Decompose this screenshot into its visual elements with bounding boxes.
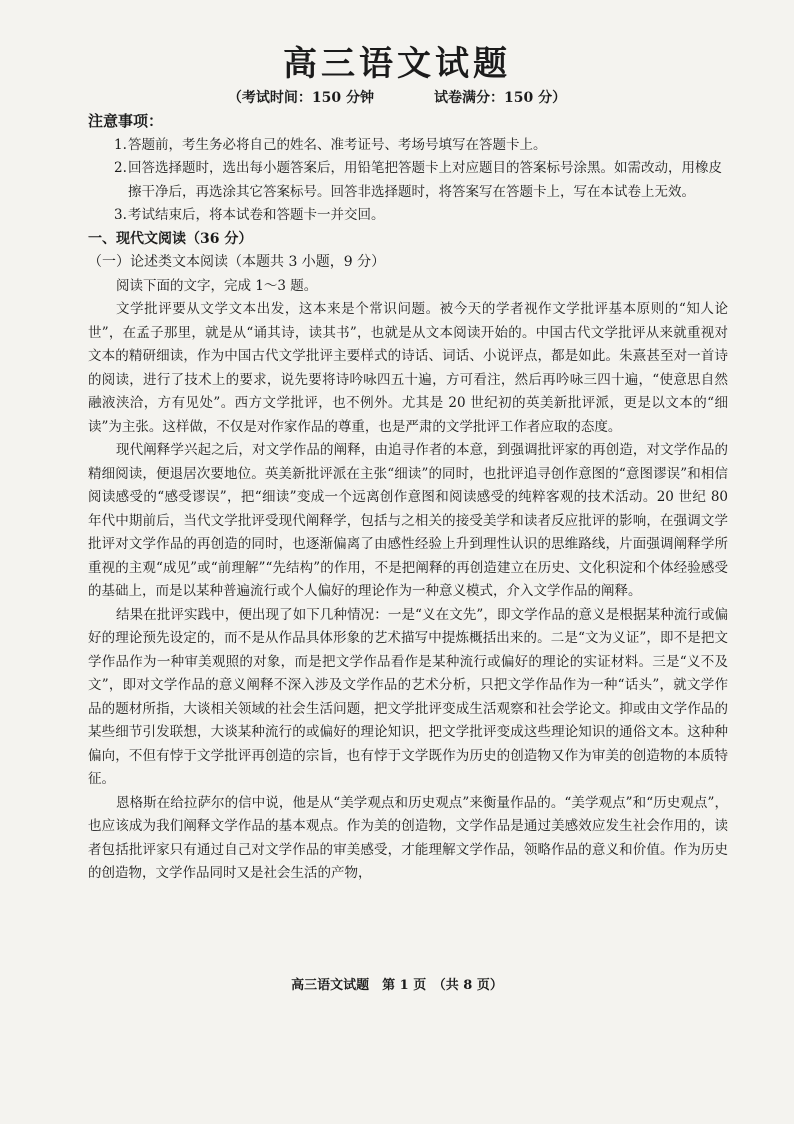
notice-item-number: 2. <box>114 160 127 176</box>
subsection-heading: （一）论述类文本阅读（本题共 3 小题，9 分） <box>88 254 386 270</box>
passage-paragraph: 现代阐释学兴起之后，对文学作品的阐释，由追寻作者的本意，到强调批评家的再创造，对文学作品的精细阅读，便退居次要地位。英美新批评派在主张“细读”的同时，也批评追寻创作意图的“意图谬误”和相信阅读感受的“感受谬误”，把“细读”变成一个远离创作意图和阅读感受的纯粹客观的技术活动。20 世纪 80 年代中期前后，当代文学批评受现代阐释学，包括与之相关的接受美学和读者反应批评的影响，在强调文学批评对文学作品的再创造的同时，也逐渐偏离了由感性经验上升到理性认识的思维路线，片面强调阐释学所重视的主观“成见”或“前理解”“先结构”的作用，不是把阐释的再创造建立在历史、文化积淀和个体经验感受的基础上，而是以某种普遍流行或个人偏好的理论作为一种意义模式，介入文学作品的阐释。 <box>88 442 728 599</box>
notice-item <box>88 134 728 158</box>
full-score: 试卷满分：150 分） <box>434 90 567 106</box>
notice-item-number: 3. <box>114 207 127 223</box>
passage-paragraph: 文学批评要从文学文本出发，这本来是个常识问题。被今天的学者视作文学批评基本原则的“知人论世”，在孟子那里，就是从“诵其诗，读其书”，也就是从文本阅读开始的。中国古代文学批评从来就重视对文本的精研细读，作为中国古代文学批评主要样式的诗话、词话、小说评点，都是如此。朱熹甚至对一首诗的阅读，进行了技术上的要求，说先要将诗吟咏四五十遍，方可看注，然后再吟咏三四十遍，“使意思自然融液浃洽，方有见处”。西方文学批评，也不例外。尤其是 20 世纪初的英美新批评派，更是以文本的“细读”为主张。这样做，不仅是对作家作品的尊重，也是严肃的文学批评工作者应取的态度。 <box>88 301 728 435</box>
exam-content <box>88 110 728 886</box>
notice-item-text: 回答选择题时，选出每小题答案后，用铅笔把答题卡上对应题目的答案标号涂黑。如需改动，用橡皮擦干净后，再选涂其它答案标号。回答非选择题时，将答案写在答题卡上，写在本试卷上无效。 <box>128 160 722 200</box>
passage-paragraph: 结果在批评实践中，便出现了如下几种情况：一是“义在文先”，即文学作品的意义是根据某种流行或偏好的理论预先设定的，而不是从作品具体形象的艺术描写中提炼概括出来的。二是“文为义证”，即不是把文学作品作为一种审美观照的对象，而是把文学作品看作是某种流行或偏好的理论的实证材料。三是“义不及文”，即对文学作品的意义阐释不深入涉及文学作品的艺术分析，只把文学作品作为一种“话头”，就文学作品的题材所指，大谈相关领域的社会生活问题，把文学批评变成生活观察和社会学论文。抑或由文学作品的某些细节引发联想，大谈某种流行的或偏好的理论知识，把文学批评变成这些理论知识的通俗文本。这种种偏向，不但有悖于文学批评再创造的宗旨，也有悖于文学既作为历史的创造物又作为审美的创造物的本质特征。 <box>88 606 728 787</box>
section-heading: 一、现代文阅读（36 分） <box>88 230 253 247</box>
notice-item <box>88 157 728 204</box>
notice-item <box>88 204 728 228</box>
page-footer: 高三语文试题 第 1 页 （共 8 页） <box>291 978 503 993</box>
reading-instruction: 阅读下面的文字，完成 1～3 题。 <box>116 277 318 294</box>
notice-item-text: 考试结束后，将本试卷和答题卡一并交回。 <box>128 207 385 223</box>
passage-paragraph: 恩格斯在给拉萨尔的信中说，他是从“美学观点和历史观点”来衡量作品的。“美学观点”和“历史观点”，也应该成为我们阐释文学作品的基本观点。作为美的创造物，文学作品是通过美感效应发生社会作用的，读者包括批评家只有通过自己对文学作品的审美感受，才能理解文学作品，领略作品的意义和价值。作为历史的创造物，文学作品同时又是社会生活的产物， <box>88 794 728 881</box>
notice-item-text: 答题前，考生务必将自己的姓名、准考证号、考场号填写在答题卡上。 <box>128 136 547 153</box>
exam-subtitle <box>0 88 794 108</box>
exam-time: （考试时间：150 分钟 <box>227 90 374 106</box>
exam-title: 高三语文试题 <box>283 44 511 84</box>
notice-title: 注意事项： <box>88 112 164 130</box>
notice-item-number: 1. <box>114 136 127 153</box>
